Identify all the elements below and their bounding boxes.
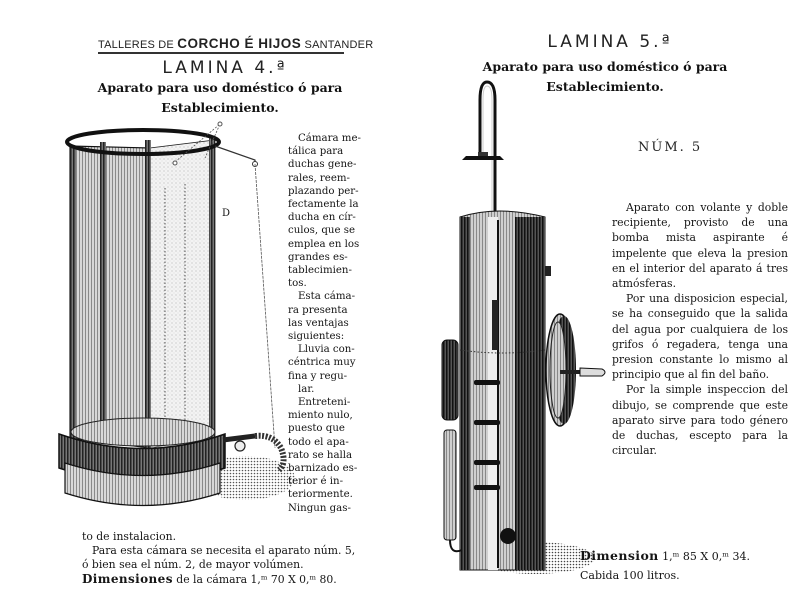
column-line: tablecimien-: [288, 265, 352, 277]
column-line: fectamente la: [288, 199, 359, 211]
column-line: siguientes:: [288, 331, 345, 343]
column-line: todo el apa-: [288, 436, 349, 448]
column-line: lar.: [298, 383, 315, 395]
right-page: [400, 0, 800, 600]
column-line: miento nulo,: [288, 410, 353, 422]
column-line: duchas gene-: [288, 159, 357, 171]
column-line: grandes es-: [288, 251, 348, 263]
paragraph: Por una disposicion especial, se ha conseguido que la salida del agua por cualquiera de los grifos ó regadera, tenga una presion constante lo mismo al principio que al fin del baño.: [612, 292, 788, 382]
bottom-line: to de instalacion.: [82, 530, 177, 543]
plate-title: [70, 78, 370, 118]
column-line: céntrica muy: [288, 357, 356, 369]
column-line: las ventajas: [288, 317, 349, 329]
title-line-1: Aparato para uso doméstico ó para: [97, 80, 343, 95]
dimensions-value: 1,ᵐ 85 X 0,ᵐ 34.: [662, 550, 750, 563]
description-text: [612, 200, 788, 458]
model-number: NÚM. 5: [638, 140, 703, 155]
title-line-2: Establecimiento.: [546, 79, 664, 94]
column-line: ducha en cír-: [288, 212, 356, 224]
dimensions-line: [82, 572, 387, 587]
header-prefix: TALLERES DE: [98, 39, 174, 51]
plate-number: LAMINA 5.ª: [547, 32, 673, 52]
plate-number: LAMINA 4.ª: [162, 58, 288, 78]
paragraph: Aparato con volante y doble recipiente, provisto de una bomba mista aspirante é impelente que eleva la presion en el interior del aparato á tres atmósferas.: [612, 201, 788, 291]
column-line: Esta cáma-: [298, 291, 356, 303]
shower-cabin-illustration: [55, 118, 295, 518]
dimensions-value: de la cámara 1,ᵐ 70 X 0,ᵐ 80.: [176, 573, 337, 586]
dimensions-label: Dimensiones: [82, 572, 173, 586]
column-line: barnizado es-: [288, 463, 358, 475]
bottom-text: [82, 530, 387, 587]
column-line: culos, que se: [288, 225, 355, 237]
column-line: ra presenta: [288, 304, 348, 316]
bottom-line: Para esta cámara se necesita el aparato núm. 5,: [92, 544, 356, 557]
column-line: tos.: [288, 278, 307, 290]
column-line: emplea en los: [288, 238, 360, 250]
column-line: plazando per-: [288, 185, 359, 197]
column-line: Lluvia con-: [298, 344, 355, 356]
description-column: [288, 132, 368, 515]
capacity-line: Cabida 100 litros.: [580, 569, 680, 582]
dimensions-label: Dimension: [580, 548, 659, 563]
column-line: teriormente.: [288, 489, 353, 501]
header-suffix: SANTANDER: [304, 39, 374, 51]
column-line: Ningun gas-: [288, 502, 351, 514]
header-rule: [98, 52, 344, 54]
header-brand: CORCHO É HIJOS: [177, 36, 302, 51]
dimensions-line: [580, 548, 750, 565]
bottom-line: ó bien sea el núm. 2, de mayor volúmen.: [82, 558, 304, 571]
paragraph: Por la simple inspeccion del dibujo, se comprende que este aparato sirve para todo género de duchas, escepto para la circular.: [612, 383, 788, 458]
title-line-2: Establecimiento.: [161, 100, 279, 115]
pump-apparatus-illustration: [440, 80, 620, 580]
column-line: Cámara me-: [298, 133, 361, 144]
figure-label-d: D: [222, 208, 231, 219]
column-line: puesto que: [288, 423, 345, 435]
publisher-header: [98, 36, 374, 51]
column-line: Entreteni-: [298, 397, 351, 409]
column-line: terior é in-: [288, 476, 344, 488]
column-line: fina y regu-: [288, 370, 348, 382]
column-line: rales, reem-: [288, 172, 350, 184]
title-line-1: Aparato para uso doméstico ó para: [482, 59, 728, 74]
column-line: rato se halla: [288, 449, 353, 461]
column-line: tálica para: [288, 146, 344, 158]
